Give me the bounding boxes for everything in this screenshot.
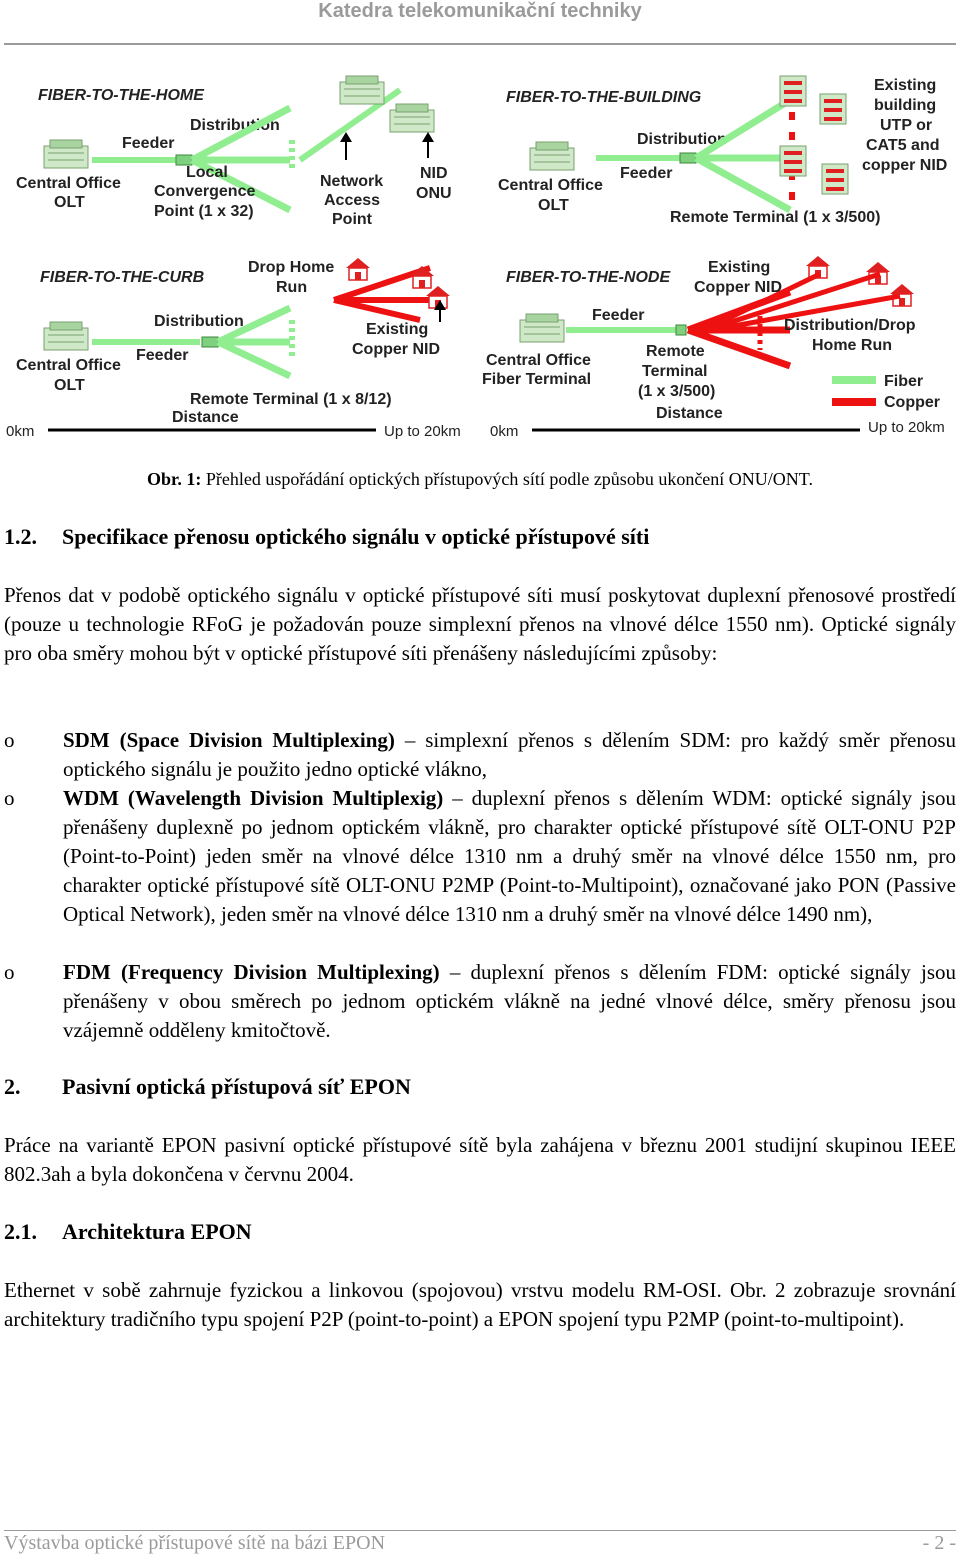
panel-fttn <box>482 256 916 422</box>
section-heading-2 <box>4 1074 411 1100</box>
scale-right-end: Up to 20km <box>868 419 945 436</box>
fttn-title: FIBER-TO-THE-NODE <box>506 269 671 286</box>
page-footer <box>4 1532 956 1555</box>
fttc-existing-2: Copper NID <box>352 341 440 358</box>
panel-fttb <box>498 76 947 226</box>
fttn-drop-2: Home Run <box>812 337 892 354</box>
ftth-title: FIBER-TO-THE-HOME <box>38 87 204 104</box>
ftth-distribution: Distribution <box>190 117 280 134</box>
figure-caption <box>0 469 960 490</box>
paragraph-epon-history: Práce na variantě EPON pasivní optické přístupové sítě byla zahájena v březnu 2001 studijní skupinou IEEE 802.3ah a byla dokončena v červnu 2004. <box>4 1133 956 1186</box>
bullet-term: FDM (Frequency Division Multiplexing) <box>63 960 440 984</box>
fttn-existing-1: Existing <box>708 259 771 276</box>
scale-left-end: Up to 20km <box>384 423 461 440</box>
ftth-nid-1: NID <box>420 165 448 182</box>
fttb-title: FIBER-TO-THE-BUILDING <box>506 89 702 106</box>
fttc-distance: Distance <box>172 409 239 426</box>
legend-fiber: Fiber <box>884 373 924 390</box>
fttc-central-1: Central Office <box>16 357 121 374</box>
legend-copper: Copper <box>884 394 940 411</box>
fttc-drop-1: Drop Home <box>248 259 335 276</box>
fttn-central-2: Fiber Terminal <box>482 371 592 388</box>
fttb-existing-4: CAT5 and <box>866 137 940 154</box>
section-number: 2. <box>4 1074 21 1099</box>
ftth-nap-2: Access <box>324 192 381 209</box>
fttb-central-1: Central Office <box>498 177 603 194</box>
bullet-term: WDM (Wavelength Division Multiplexig) <box>63 786 444 810</box>
fttn-remote-3: (1 x 3/500) <box>638 383 716 400</box>
footer-divider <box>4 1530 956 1531</box>
page-header: Katedra telekomunikační techniky <box>318 0 642 22</box>
fttb-existing-1: Existing <box>874 77 937 94</box>
ftth-nap-1: Network <box>320 173 384 190</box>
bullet-text: – duplexní přenos s dělením FDM: optické signály jsou přenášeny v obou směrech po jednom optickém vlákně na jedné vlnové délce, směry přenosu jsou vzájemně odděleny kmitočtově. <box>63 960 956 1042</box>
section-title: Pasivní optická přístupová síť EPON <box>62 1074 411 1099</box>
bullet-mark: o <box>4 728 15 752</box>
fttc-central-2: OLT <box>54 377 85 394</box>
caption-text: Přehled uspořádání optických přístupových sítí podle způsobu ukončení ONU/ONT. <box>201 469 813 489</box>
bullet-mark: o <box>4 786 15 810</box>
fttb-existing-3: UTP or <box>880 117 933 134</box>
section-number: 2.1. <box>4 1219 37 1244</box>
list-item-wdm <box>4 784 956 929</box>
section-heading-2-1 <box>4 1219 252 1245</box>
fttc-remote: Remote Terminal (1 x 8/12) <box>190 391 392 408</box>
fttn-feeder: Feeder <box>592 307 645 324</box>
fttc-distribution: Distribution <box>154 313 244 330</box>
section-title: Specifikace přenosu optického signálu v optické přístupové síti <box>62 524 650 549</box>
fttc-existing-1: Existing <box>366 321 429 338</box>
fttb-existing-5: copper NID <box>862 157 948 174</box>
fttc-drop-2: Run <box>276 279 308 296</box>
ftth-feeder: Feeder <box>122 135 175 152</box>
ftth-central-2: OLT <box>54 194 85 211</box>
header-divider <box>4 43 956 45</box>
scale-right-start: 0km <box>490 423 519 440</box>
fttb-feeder: Feeder <box>620 165 673 182</box>
figure-legend <box>832 373 940 411</box>
fttn-central-1: Central Office <box>486 352 591 369</box>
legend-copper-swatch <box>832 398 876 406</box>
ftth-nid-2: ONU <box>416 185 452 202</box>
bullet-mark: o <box>4 960 15 984</box>
fttn-remote-4: Distance <box>656 405 723 422</box>
fttb-remote: Remote Terminal (1 x 3/500) <box>670 209 881 226</box>
section-number: 1.2. <box>4 524 37 549</box>
fttn-drop-1: Distribution/Drop <box>784 317 916 334</box>
section-title: Architektura EPON <box>62 1219 252 1244</box>
figure-access-network-topologies <box>0 60 960 445</box>
ftth-lcp-3: Point (1 x 32) <box>154 203 254 220</box>
scale-left-start: 0km <box>6 423 35 440</box>
bullet-text: – simplexní přenos s dělením SDM: pro každý směr přenosu optického signálu je použito jedno optické vlákno, <box>63 728 957 781</box>
fttn-existing-2: Copper NID <box>694 279 782 296</box>
fttn-remote-2: Terminal <box>642 363 708 380</box>
fttc-title: FIBER-TO-THE-CURB <box>40 269 205 286</box>
section-heading-1-2 <box>4 524 649 550</box>
panel-fttc <box>16 258 450 426</box>
ftth-lcp-2: Convergence <box>154 183 256 200</box>
distance-scale-right <box>490 419 945 440</box>
legend-fiber-swatch <box>832 376 876 384</box>
fttb-central-2: OLT <box>538 197 569 214</box>
list-item-sdm <box>4 726 956 784</box>
list-item-fdm <box>4 958 956 1045</box>
fttb-existing-2: building <box>874 97 937 114</box>
bullet-term: SDM (Space Division Multiplexing) <box>63 728 395 752</box>
fttn-remote-1: Remote <box>646 343 705 360</box>
bullet-text: – duplexní přenos s dělením WDM: optické signály jsou přenášeny duplexně po jednom optickém vlákně, pro charakter optické přístupové sítě OLT-ONU P2P (Point-to-Point) jeden směr na vlnové délce 1310 nm a druhý směr na vlnové délce 1550 nm, pro charakter optické přístupové sítě OLT-ONU P2MP (Point-to-Multipoint), označované jako PON (Passive Optical Network), jeden směr na vlnové délce 1310 nm a druhý směr na vlnové délce 1490 nm), <box>63 786 956 926</box>
central-office-building-icon <box>44 140 88 168</box>
caption-label: Obr. 1: <box>147 469 202 489</box>
paragraph-intro: Přenos dat v podobě optického signálu v optické přístupové síti musí poskytovat duplexní přenosové prostředí (pouze u technologie RFoG je požadován pouze simplexní přenos na vlnové délce 1550 nm). Optické signály pro oba směry mohou být v optické přístupové síti přenášeny následujícími způsoby: <box>4 583 956 665</box>
panel-ftth <box>16 76 452 228</box>
fttb-distribution: Distribution <box>637 131 727 148</box>
fttc-feeder: Feeder <box>136 347 189 364</box>
ftth-lcp-1: Local <box>186 164 228 181</box>
ftth-central-1: Central Office <box>16 175 121 192</box>
footer-title: Výstavba optické přístupové sítě na bázi EPON <box>4 1532 386 1554</box>
page-number: - 2 - <box>922 1532 956 1554</box>
paragraph-architecture: Ethernet v sobě zahrnuje fyzickou a linkovou (spojovou) vrstvu modelu RM-OSI. Obr. 2 zobrazuje srovnání architektury tradičního typu spojení P2P (point-to-point) a EPON spojení typu P2MP (point-to-multipoint). <box>4 1278 956 1331</box>
ftth-nap-3: Point <box>332 211 372 228</box>
